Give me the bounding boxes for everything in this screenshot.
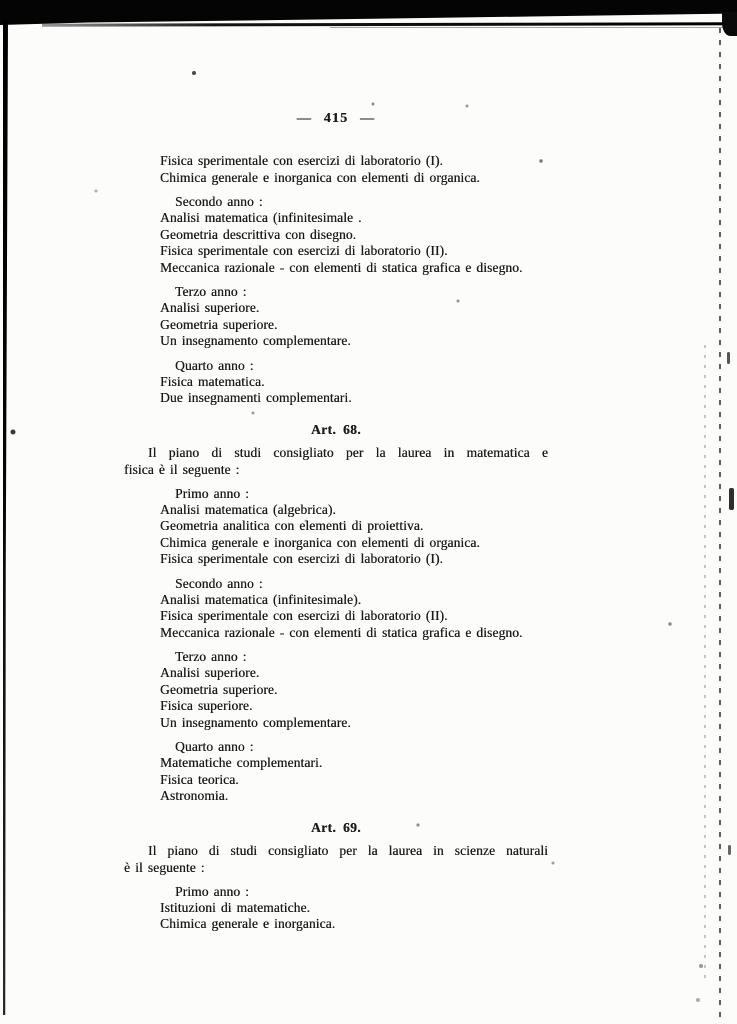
- scan-right-faint-marks: [704, 345, 706, 985]
- scan-right-smudge: [727, 352, 730, 364]
- scan-noise-specks: [0, 0, 2, 2]
- course-item: Geometria descrittiva con disegno.: [160, 226, 357, 242]
- article-68-intro-paragraph: [124, 444, 548, 478]
- course-item: Meccanica razionale - con elementi di statica grafica e disegno.: [160, 624, 523, 640]
- scan-top-right-smudge: [722, 12, 737, 36]
- course-item: Analisi superiore.: [160, 665, 260, 680]
- course-item: Analisi matematica (infinitesimale).: [160, 591, 362, 607]
- course-item: Fisica sperimentale con esercizi di laboratorio (I).: [160, 551, 443, 566]
- course-item: Geometria superiore.: [160, 681, 278, 697]
- course-item: Astronomia.: [160, 788, 229, 803]
- year-heading: Quarto anno :: [175, 739, 254, 754]
- course-item: Un insegnamento complementare.: [160, 333, 351, 348]
- page-content: [124, 110, 548, 933]
- scan-right-dashed-line: [719, 28, 721, 1024]
- scan-top-rule-line-2: [330, 27, 737, 28]
- scan-left-edge-line: [3, 20, 8, 1015]
- course-item: Geometria superiore.: [160, 316, 278, 332]
- course-item: Istituzioni di matematiche.: [160, 899, 311, 915]
- year-heading: Quarto anno :: [175, 357, 254, 373]
- article-67-trailing-courses: [124, 153, 548, 186]
- course-item: Analisi superiore.: [160, 300, 260, 315]
- paragraph-line: fisica è il seguente :: [124, 461, 240, 477]
- course-item: Fisica sperimentale con esercizi di laboratorio (II).: [160, 243, 448, 258]
- scan-right-smudge: [728, 845, 731, 855]
- scan-top-edge-shadow: [0, 0, 737, 25]
- article-69-intro-paragraph: [124, 842, 548, 876]
- year-heading: Primo anno :: [175, 485, 249, 501]
- course-item: Analisi matematica (algebrica).: [160, 501, 336, 517]
- course-item: Matematiche complementari.: [160, 755, 323, 770]
- paragraph-line: Il piano di studi consigliato per la laurea in scienze naturali: [148, 842, 548, 858]
- paragraph-line: Il piano di studi consigliato per la laurea in matematica e: [148, 444, 548, 460]
- course-item: Geometria analitica con elementi di proiettiva.: [160, 518, 424, 533]
- course-item: Chimica generale e inorganica con elementi di organica.: [160, 169, 480, 185]
- course-item: Fisica sperimentale con esercizi di laboratorio (II).: [160, 608, 448, 623]
- course-item: Due insegnamenti complementari.: [160, 390, 352, 405]
- course-item: Fisica matematica.: [160, 373, 265, 389]
- course-item: Chimica generale e inorganica con elementi di organica.: [160, 534, 480, 550]
- course-item: Fisica teorica.: [160, 771, 239, 787]
- course-item: Analisi matematica (infinitesimale .: [160, 210, 362, 225]
- course-item: Meccanica razionale - con elementi di statica grafica e disegno.: [160, 259, 523, 275]
- scan-top-rule-line: [42, 22, 737, 26]
- page-number: — 415 —: [296, 111, 376, 126]
- year-heading: Secondo anno :: [175, 575, 263, 591]
- year-heading: Primo anno :: [175, 883, 249, 899]
- course-item: Fisica sperimentale con esercizi di laboratorio (I).: [160, 153, 443, 168]
- year-heading: Terzo anno :: [175, 649, 247, 664]
- course-item: Fisica superiore.: [160, 698, 253, 713]
- paragraph-line: è il seguente :: [124, 859, 205, 875]
- article-heading-68: Art. 68.: [310, 421, 362, 437]
- year-heading: Secondo anno :: [175, 194, 263, 209]
- course-item: Chimica generale e inorganica.: [160, 916, 336, 931]
- article-heading-69: Art. 69.: [310, 819, 362, 835]
- scan-right-smudge: [729, 488, 734, 510]
- year-heading: Terzo anno :: [175, 284, 247, 299]
- course-item: Un insegnamento complementare.: [160, 714, 351, 730]
